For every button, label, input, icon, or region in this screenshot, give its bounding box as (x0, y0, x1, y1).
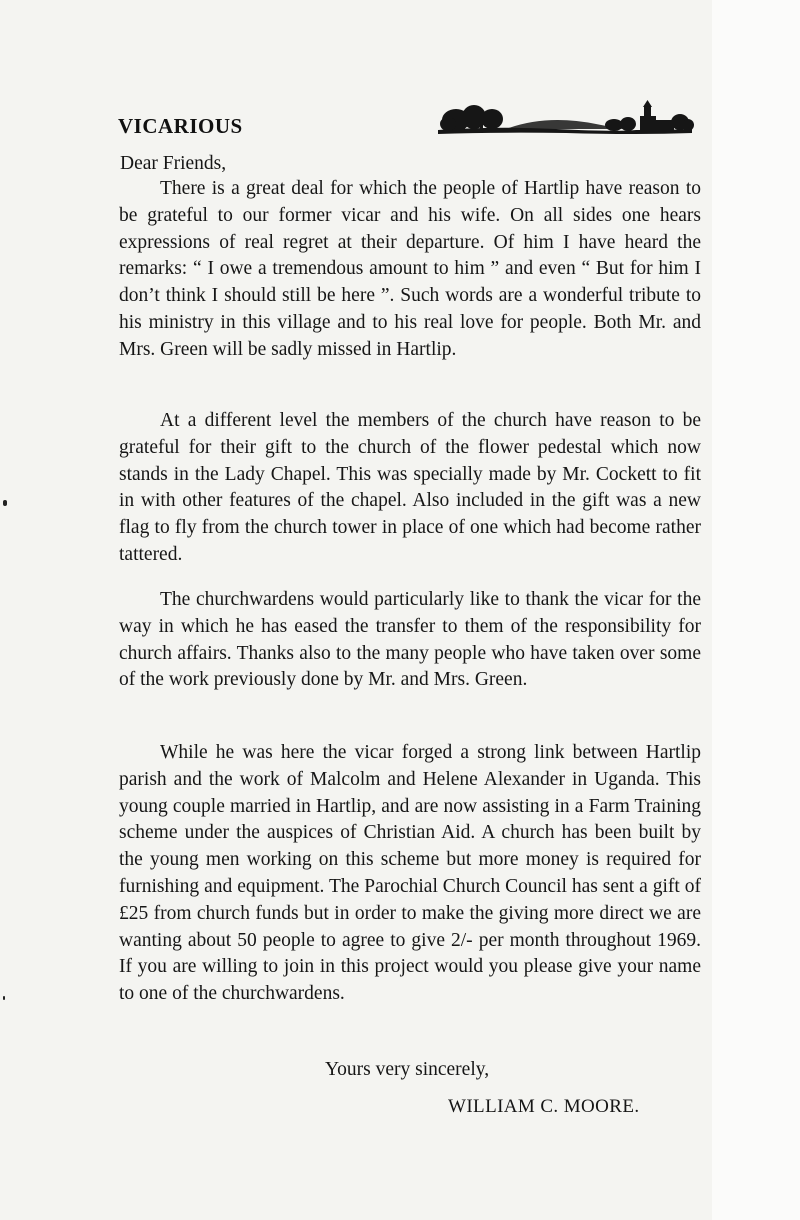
binding-hole-mark (3, 996, 5, 1000)
binding-hole-mark (3, 500, 7, 506)
closing-line: Yours very sincerely, (325, 1059, 490, 1080)
village-landscape-icon (436, 100, 694, 140)
signature: WILLIAM C. MOORE. (448, 1096, 640, 1117)
paragraph-2: At a different level the members of the church have reason to be grateful for their gift to the church of the flower pedestal which now stands in the Lady Chapel. This was specially made by Mr. Cockett to fit in with other features of the chapel. Also included in the gift was a new flag to fly from the church tower in place of one which had become rather tattered. (119, 410, 701, 565)
salutation: Dear Friends, (120, 153, 227, 174)
paragraph-3: The churchwardens would particularly like to thank the vicar for the way in which he has eased the transfer to them of the responsibility for church affairs. Thanks also to the many people who have taken over some of the work previously done by Mr. and Mrs. Green. (119, 589, 701, 691)
page-edge-strip (712, 0, 800, 1220)
page-title: VICARIOUS (118, 114, 243, 138)
paragraph-1: There is a great deal for which the people of Hartlip have reason to be grateful to our former vicar and his wife. On all sides one hears expressions of real regret at their departure. Of him I have heard the remarks: “ I owe a tremendous amount to him ” and even “ But for him I don’t think I should still be here ”. Such words are a wonderful tribute to his ministry in this village and to his real love for people. Both Mr. and Mrs. Green will be sadly missed in Hartlip. (119, 178, 701, 360)
paragraph-4: While he was here the vicar forged a strong link between Hartlip parish and the work of Malcolm and Helene Alexander in Uganda. This young couple married in Hartlip, and are now assisting in a Farm Training scheme under the auspices of Christian Aid. A church has been built by the young men working on this scheme but more money is required for furnishing and equipment. The Parochial Church Council has sent a gift of £25 from church funds but in order to make the giving more direct we are wanting about 50 people to agree to give 2/- per month throughout 1969. If you are willing to join in this project would you please give your name to one of the churchwardens. (119, 742, 701, 1005)
